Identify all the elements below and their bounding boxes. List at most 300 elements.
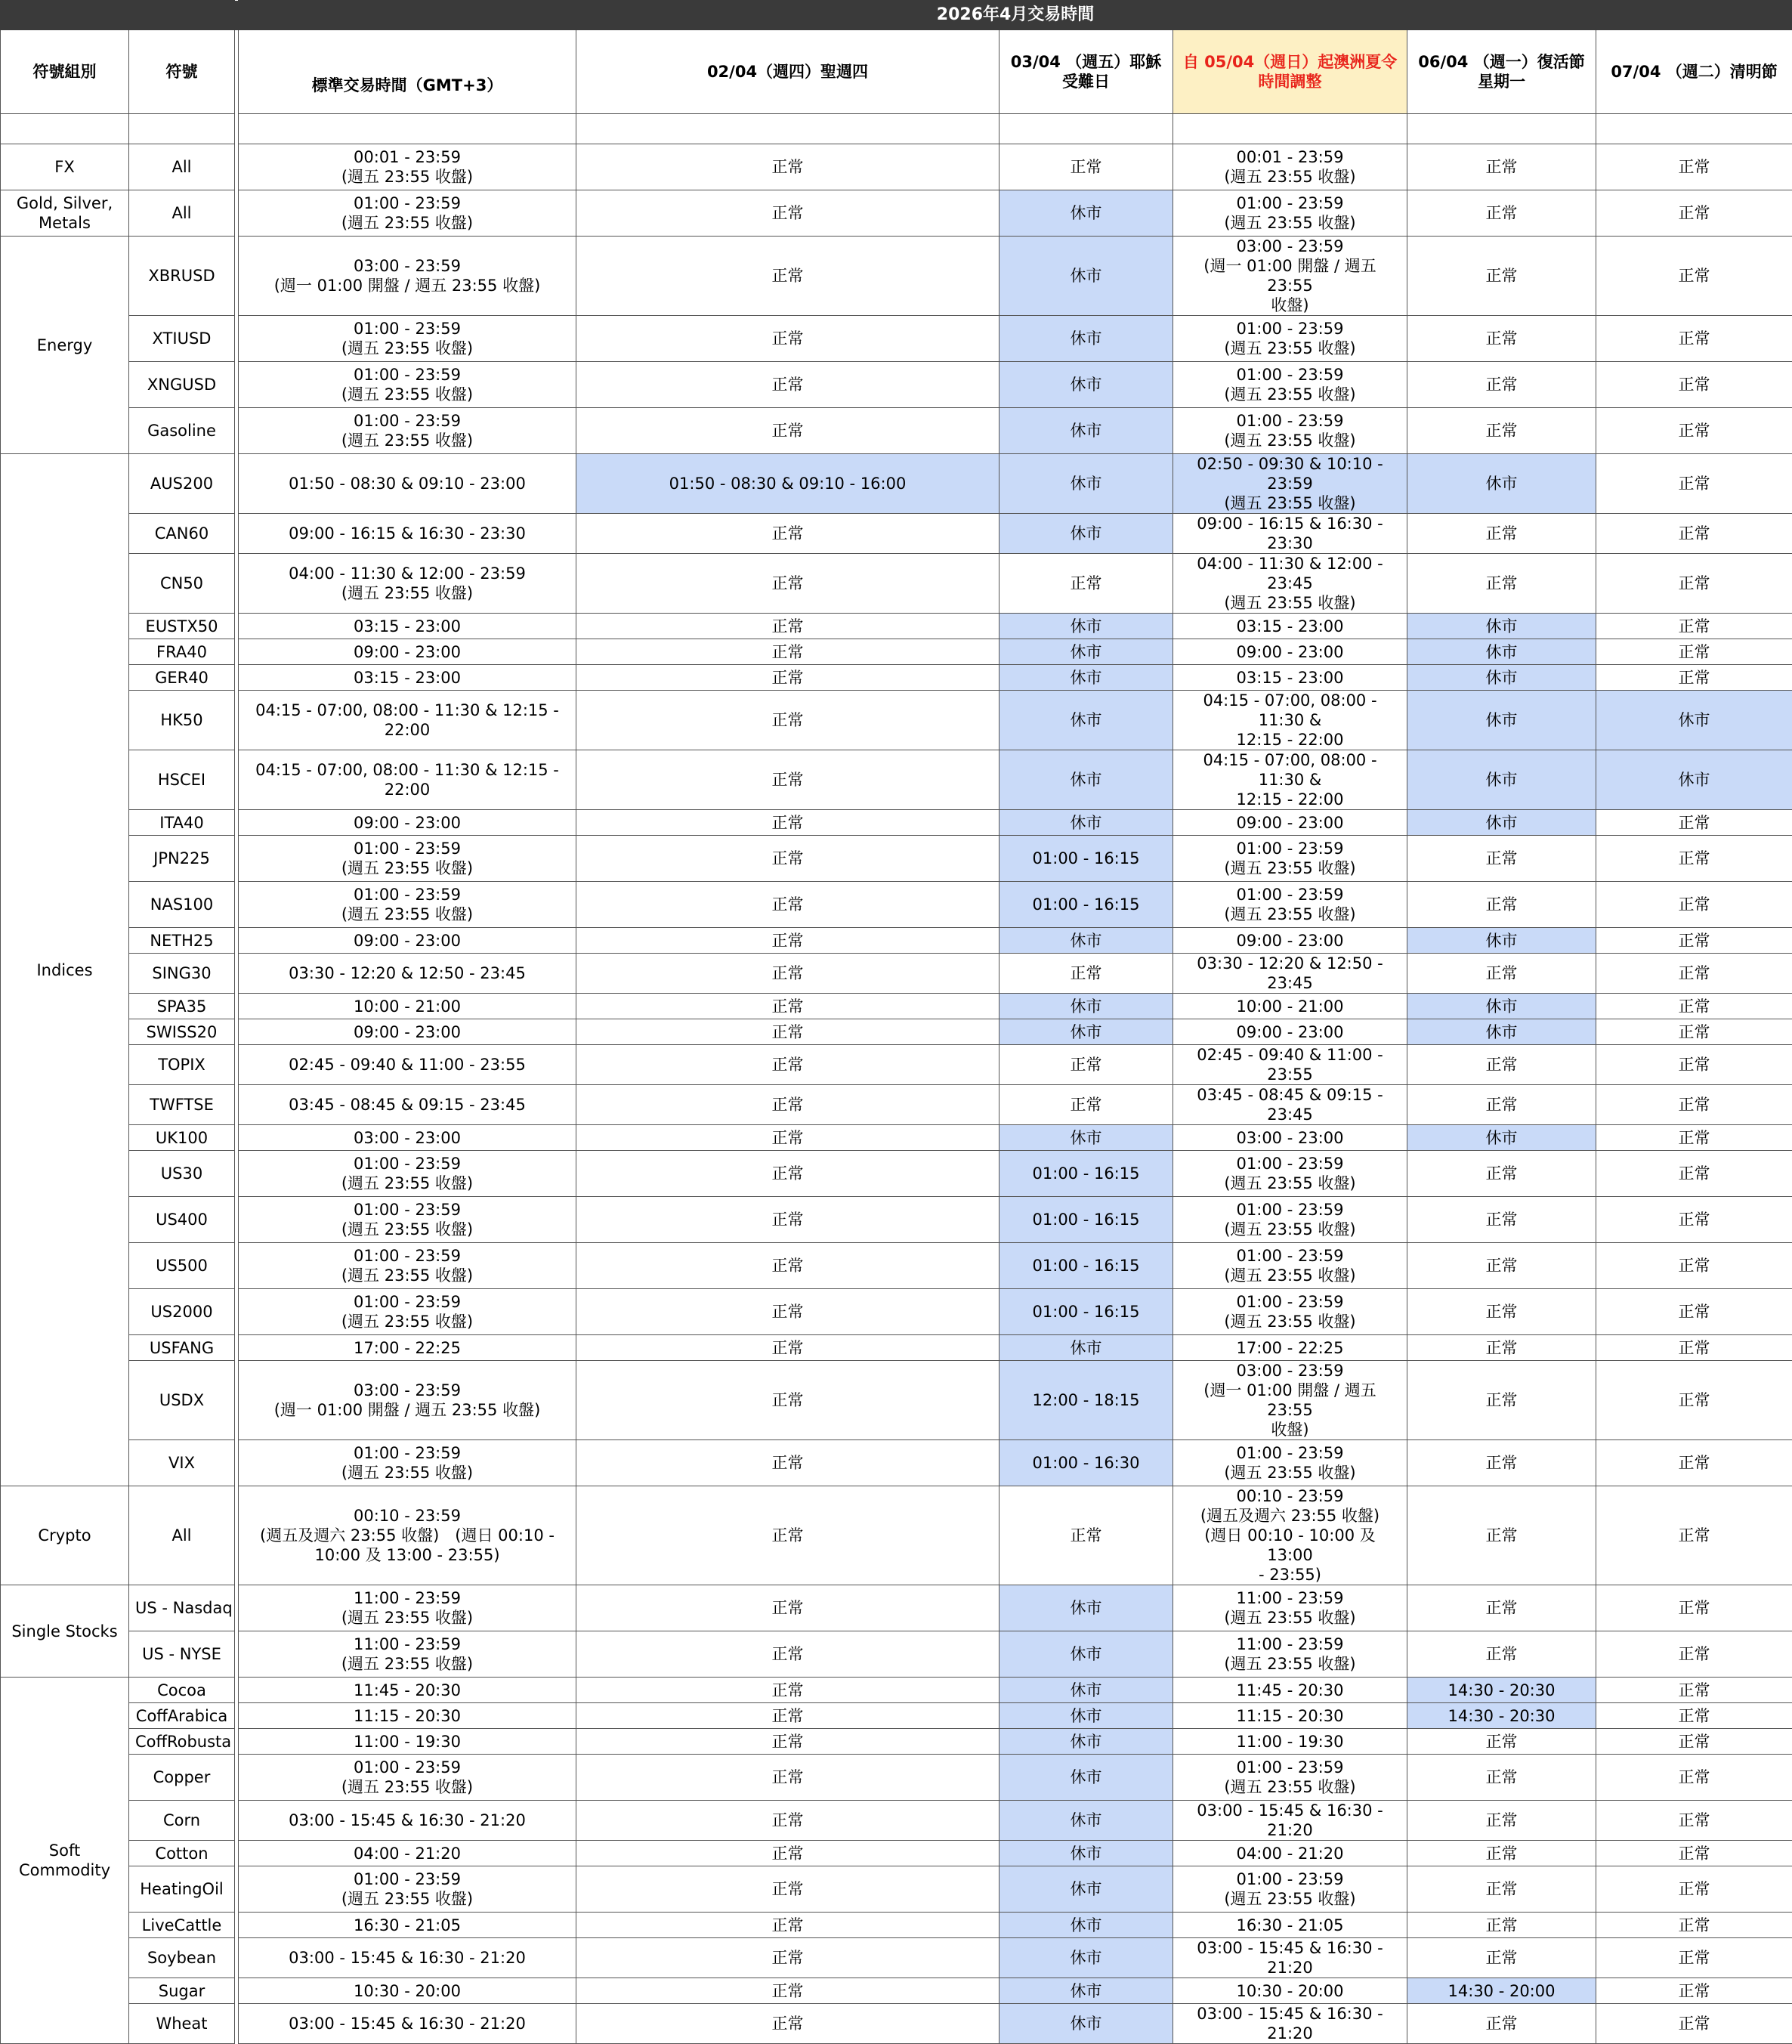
- holy-thursday-cell: 正常: [576, 1631, 1000, 1678]
- good-friday-cell: 休市: [1000, 691, 1173, 750]
- good-friday-cell: 休市: [1000, 665, 1173, 691]
- table-row: [1, 1125, 1792, 1151]
- good-friday-cell: 休市: [1000, 362, 1173, 408]
- easter-monday-cell: 14:30 - 20:30: [1407, 1703, 1596, 1729]
- holy-thursday-cell: 正常: [576, 362, 1000, 408]
- symbol-cell: XBRUSD: [129, 237, 235, 316]
- good-friday-cell: 休市: [1000, 2004, 1173, 2044]
- australia-dst-cell: 09:00 - 23:00: [1173, 639, 1407, 665]
- good-friday-cell: 01:00 - 16:30: [1000, 1440, 1173, 1486]
- standard-hours-cell: 03:00 - 15:45 & 16:30 - 21:20: [239, 1801, 576, 1841]
- easter-monday-cell: 14:30 - 20:00: [1407, 1978, 1596, 2004]
- easter-monday-cell: 正常: [1407, 1045, 1596, 1085]
- qingming-cell: 正常: [1596, 1289, 1792, 1335]
- easter-monday-cell: 休市: [1407, 454, 1596, 514]
- qingming-cell: 正常: [1596, 1755, 1792, 1801]
- standard-hours-cell: 01:00 - 23:59 (週五 23:55 收盤): [239, 1289, 576, 1335]
- standard-hours-cell: 03:00 - 15:45 & 16:30 - 21:20: [239, 1938, 576, 1978]
- easter-monday-cell: 正常: [1407, 190, 1596, 237]
- holy-thursday-cell: 正常: [576, 1703, 1000, 1729]
- holy-thursday-cell: 正常: [576, 1151, 1000, 1197]
- holy-thursday-cell: 正常: [576, 1085, 1000, 1125]
- good-friday-cell: 休市: [1000, 639, 1173, 665]
- australia-dst-cell: 01:00 - 23:59 (週五 23:55 收盤): [1173, 316, 1407, 362]
- symbol-cell: HeatingOil: [129, 1866, 235, 1913]
- symbol-cell: XNGUSD: [129, 362, 235, 408]
- qingming-cell: 正常: [1596, 316, 1792, 362]
- table-row: [1, 1335, 1792, 1361]
- easter-monday-cell: 休市: [1407, 750, 1596, 810]
- qingming-cell: 正常: [1596, 954, 1792, 994]
- standard-hours-cell: 01:00 - 23:59 (週五 23:55 收盤): [239, 1243, 576, 1289]
- symbol-cell: All: [129, 190, 235, 237]
- good-friday-cell: 休市: [1000, 316, 1173, 362]
- holy-thursday-cell: 正常: [576, 1938, 1000, 1978]
- symbol-cell: USDX: [129, 1361, 235, 1440]
- good-friday-cell: 休市: [1000, 1125, 1173, 1151]
- australia-dst-cell: 03:00 - 15:45 & 16:30 - 21:20: [1173, 2004, 1407, 2044]
- symbol-cell: UK100: [129, 1125, 235, 1151]
- table-row: [1, 454, 1792, 514]
- australia-dst-cell: 11:15 - 20:30: [1173, 1703, 1407, 1729]
- easter-monday-cell: 正常: [1407, 362, 1596, 408]
- australia-dst-cell: 01:00 - 23:59 (週五 23:55 收盤): [1173, 408, 1407, 454]
- easter-monday-cell: 休市: [1407, 665, 1596, 691]
- symbol-cell: Soybean: [129, 1938, 235, 1978]
- symbol-group-cell: Indices: [1, 454, 129, 1486]
- holy-thursday-cell: 正常: [576, 1729, 1000, 1755]
- standard-hours-cell: 01:00 - 23:59 (週五 23:55 收盤): [239, 1151, 576, 1197]
- qingming-cell: 正常: [1596, 1585, 1792, 1631]
- symbol-cell: US30: [129, 1151, 235, 1197]
- table-row: [1, 1019, 1792, 1045]
- holy-thursday-cell: 正常: [576, 882, 1000, 928]
- standard-hours-cell: 01:00 - 23:59 (週五 23:55 收盤): [239, 882, 576, 928]
- australia-dst-cell: 01:00 - 23:59 (週五 23:55 收盤): [1173, 1243, 1407, 1289]
- qingming-cell: 正常: [1596, 1841, 1792, 1866]
- holy-thursday-cell: 正常: [576, 614, 1000, 639]
- australia-dst-cell: 01:00 - 23:59 (週五 23:55 收盤): [1173, 1151, 1407, 1197]
- australia-dst-cell: 01:00 - 23:59 (週五 23:55 收盤): [1173, 1866, 1407, 1913]
- holy-thursday-cell: 正常: [576, 954, 1000, 994]
- easter-monday-cell: 正常: [1407, 954, 1596, 994]
- qingming-cell: 正常: [1596, 1678, 1792, 1703]
- holy-thursday-cell: 正常: [576, 1978, 1000, 2004]
- qingming-cell: 正常: [1596, 514, 1792, 554]
- header-spacer-row: [1, 114, 1792, 144]
- standard-hours-cell: 11:00 - 23:59 (週五 23:55 收盤): [239, 1585, 576, 1631]
- qingming-cell: 正常: [1596, 2004, 1792, 2044]
- symbol-cell: CAN60: [129, 514, 235, 554]
- easter-monday-cell: 正常: [1407, 1440, 1596, 1486]
- good-friday-cell: 01:00 - 16:15: [1000, 1197, 1173, 1243]
- symbol-cell: Sugar: [129, 1978, 235, 2004]
- symbol-cell: TWFTSE: [129, 1085, 235, 1125]
- easter-monday-cell: 正常: [1407, 1486, 1596, 1585]
- australia-dst-cell: 16:30 - 21:05: [1173, 1913, 1407, 1938]
- australia-dst-cell: 10:30 - 20:00: [1173, 1978, 1407, 2004]
- symbol-cell: FRA40: [129, 639, 235, 665]
- standard-hours-cell: 03:45 - 08:45 & 09:15 - 23:45: [239, 1085, 576, 1125]
- symbol-cell: Cotton: [129, 1841, 235, 1866]
- qingming-cell: 正常: [1596, 554, 1792, 614]
- australia-dst-cell: 01:00 - 23:59 (週五 23:55 收盤): [1173, 1289, 1407, 1335]
- symbol-group-cell: FX: [1, 144, 129, 190]
- symbol-cell: US2000: [129, 1289, 235, 1335]
- australia-dst-cell: 02:45 - 09:40 & 11:00 - 23:55: [1173, 1045, 1407, 1085]
- good-friday-cell: 休市: [1000, 1913, 1173, 1938]
- header-qingming: 07/04 （週二）清明節: [1596, 30, 1792, 114]
- australia-dst-cell: 03:15 - 23:00: [1173, 665, 1407, 691]
- header-symbol: 符號: [129, 30, 235, 114]
- australia-dst-cell: 03:00 - 15:45 & 16:30 - 21:20: [1173, 1801, 1407, 1841]
- holy-thursday-cell: 正常: [576, 2004, 1000, 2044]
- australia-dst-cell: 01:00 - 23:59 (週五 23:55 收盤): [1173, 190, 1407, 237]
- australia-dst-cell: 04:15 - 07:00, 08:00 - 11:30 & 12:15 - 22:00: [1173, 691, 1407, 750]
- standard-hours-cell: 03:15 - 23:00: [239, 665, 576, 691]
- table-row: [1, 237, 1792, 316]
- table-row: [1, 1085, 1792, 1125]
- standard-hours-cell: 03:00 - 23:59 (週一 01:00 開盤 / 週五 23:55 收盤): [239, 237, 576, 316]
- good-friday-cell: 01:00 - 16:15: [1000, 1151, 1173, 1197]
- easter-monday-cell: 正常: [1407, 1841, 1596, 1866]
- qingming-cell: 正常: [1596, 1045, 1792, 1085]
- symbol-cell: TOPIX: [129, 1045, 235, 1085]
- symbol-cell: EUSTX50: [129, 614, 235, 639]
- symbol-cell: ITA40: [129, 810, 235, 836]
- qingming-cell: 正常: [1596, 1197, 1792, 1243]
- standard-hours-cell: 03:15 - 23:00: [239, 614, 576, 639]
- symbol-cell: JPN225: [129, 836, 235, 882]
- good-friday-cell: 休市: [1000, 237, 1173, 316]
- australia-dst-cell: 04:15 - 07:00, 08:00 - 11:30 & 12:15 - 22:00: [1173, 750, 1407, 810]
- good-friday-cell: 休市: [1000, 1585, 1173, 1631]
- holy-thursday-cell: 正常: [576, 836, 1000, 882]
- table-row: [1, 1978, 1792, 2004]
- easter-monday-cell: 休市: [1407, 1019, 1596, 1045]
- symbol-cell: All: [129, 1486, 235, 1585]
- holy-thursday-cell: 正常: [576, 1289, 1000, 1335]
- holy-thursday-cell: 正常: [576, 514, 1000, 554]
- holy-thursday-cell: 正常: [576, 1755, 1000, 1801]
- symbol-cell: GER40: [129, 665, 235, 691]
- table-row: [1, 514, 1792, 554]
- good-friday-cell: 休市: [1000, 408, 1173, 454]
- good-friday-cell: 01:00 - 16:15: [1000, 1243, 1173, 1289]
- qingming-cell: 正常: [1596, 665, 1792, 691]
- qingming-cell: 正常: [1596, 1801, 1792, 1841]
- table-row: [1, 554, 1792, 614]
- table-row: [1, 614, 1792, 639]
- symbol-cell: Gasoline: [129, 408, 235, 454]
- standard-hours-cell: 09:00 - 23:00: [239, 928, 576, 954]
- easter-monday-cell: 正常: [1407, 1361, 1596, 1440]
- table-row: [1, 1703, 1792, 1729]
- holy-thursday-cell: 正常: [576, 810, 1000, 836]
- standard-hours-cell: 17:00 - 22:25: [239, 1335, 576, 1361]
- easter-monday-cell: 休市: [1407, 994, 1596, 1019]
- good-friday-cell: 休市: [1000, 614, 1173, 639]
- symbol-cell: SPA35: [129, 994, 235, 1019]
- easter-monday-cell: 正常: [1407, 2004, 1596, 2044]
- qingming-cell: 正常: [1596, 1866, 1792, 1913]
- holy-thursday-cell: 正常: [576, 408, 1000, 454]
- holy-thursday-cell: 正常: [576, 190, 1000, 237]
- australia-dst-cell: 11:00 - 23:59 (週五 23:55 收盤): [1173, 1585, 1407, 1631]
- qingming-cell: 正常: [1596, 1631, 1792, 1678]
- good-friday-cell: 休市: [1000, 1755, 1173, 1801]
- symbol-group-cell: Single Stocks: [1, 1585, 129, 1678]
- standard-hours-cell: 11:15 - 20:30: [239, 1703, 576, 1729]
- australia-dst-cell: 09:00 - 23:00: [1173, 928, 1407, 954]
- good-friday-cell: 休市: [1000, 514, 1173, 554]
- good-friday-cell: 正常: [1000, 954, 1173, 994]
- easter-monday-cell: 正常: [1407, 882, 1596, 928]
- easter-monday-cell: 正常: [1407, 1243, 1596, 1289]
- easter-monday-cell: 正常: [1407, 1085, 1596, 1125]
- holy-thursday-cell: 正常: [576, 1019, 1000, 1045]
- table-row: [1, 1866, 1792, 1913]
- standard-hours-cell: 11:45 - 20:30: [239, 1678, 576, 1703]
- easter-monday-cell: 正常: [1407, 1151, 1596, 1197]
- good-friday-cell: 休市: [1000, 1841, 1173, 1866]
- australia-dst-cell: 09:00 - 16:15 & 16:30 - 23:30: [1173, 514, 1407, 554]
- easter-monday-cell: 休市: [1407, 928, 1596, 954]
- standard-hours-cell: 02:45 - 09:40 & 11:00 - 23:55: [239, 1045, 576, 1085]
- easter-monday-cell: 休市: [1407, 639, 1596, 665]
- australia-dst-cell: 01:00 - 23:59 (週五 23:55 收盤): [1173, 1197, 1407, 1243]
- holy-thursday-cell: 正常: [576, 665, 1000, 691]
- good-friday-cell: 休市: [1000, 1335, 1173, 1361]
- standard-hours-cell: 09:00 - 23:00: [239, 810, 576, 836]
- table-row: [1, 639, 1792, 665]
- standard-hours-cell: 11:00 - 19:30: [239, 1729, 576, 1755]
- qingming-cell: 休市: [1596, 691, 1792, 750]
- standard-hours-cell: 01:00 - 23:59 (週五 23:55 收盤): [239, 362, 576, 408]
- table-row: [1, 665, 1792, 691]
- qingming-cell: 正常: [1596, 1361, 1792, 1440]
- symbol-cell: Copper: [129, 1755, 235, 1801]
- qingming-cell: 正常: [1596, 1703, 1792, 1729]
- easter-monday-cell: 正常: [1407, 554, 1596, 614]
- holy-thursday-cell: 正常: [576, 1361, 1000, 1440]
- qingming-cell: 正常: [1596, 454, 1792, 514]
- qingming-cell: 正常: [1596, 408, 1792, 454]
- australia-dst-cell: 00:01 - 23:59 (週五 23:55 收盤): [1173, 144, 1407, 190]
- standard-hours-cell: 01:00 - 23:59 (週五 23:55 收盤): [239, 316, 576, 362]
- standard-hours-cell: 01:00 - 23:59 (週五 23:55 收盤): [239, 836, 576, 882]
- good-friday-cell: 休市: [1000, 1019, 1173, 1045]
- easter-monday-cell: 正常: [1407, 1755, 1596, 1801]
- symbol-cell: SWISS20: [129, 1019, 235, 1045]
- spacer-cell: [129, 114, 235, 144]
- good-friday-cell: 01:00 - 16:15: [1000, 836, 1173, 882]
- table-row: [1, 190, 1792, 237]
- header-row: [1, 30, 1792, 114]
- easter-monday-cell: 休市: [1407, 810, 1596, 836]
- australia-dst-cell: 11:00 - 19:30: [1173, 1729, 1407, 1755]
- australia-dst-cell: 00:10 - 23:59 (週五及週六 23:55 收盤) (週日 00:10 - 10:00 及 13:00 - 23:55): [1173, 1486, 1407, 1585]
- easter-monday-cell: 正常: [1407, 1801, 1596, 1841]
- qingming-cell: 正常: [1596, 1440, 1792, 1486]
- holy-thursday-cell: 正常: [576, 1486, 1000, 1585]
- easter-monday-cell: 休市: [1407, 614, 1596, 639]
- symbol-group-cell: Soft Commodity: [1, 1678, 129, 2044]
- spacer-cell: [1000, 114, 1173, 144]
- standard-hours-cell: 04:00 - 11:30 & 12:00 - 23:59 (週五 23:55 收盤): [239, 554, 576, 614]
- qingming-cell: 正常: [1596, 614, 1792, 639]
- spacer-cell: [1407, 114, 1596, 144]
- table-row: [1, 750, 1792, 810]
- good-friday-cell: 休市: [1000, 810, 1173, 836]
- qingming-cell: 正常: [1596, 994, 1792, 1019]
- symbol-cell: US - NYSE: [129, 1631, 235, 1678]
- australia-dst-cell: 03:00 - 15:45 & 16:30 - 21:20: [1173, 1938, 1407, 1978]
- standard-hours-cell: 04:15 - 07:00, 08:00 - 11:30 & 12:15 - 22:00: [239, 750, 576, 810]
- table-row: [1, 1045, 1792, 1085]
- qingming-cell: 正常: [1596, 1978, 1792, 2004]
- standard-hours-cell: 01:00 - 23:59 (週五 23:55 收盤): [239, 408, 576, 454]
- holy-thursday-cell: 正常: [576, 1585, 1000, 1631]
- qingming-cell: 正常: [1596, 1125, 1792, 1151]
- table-row: [1, 1243, 1792, 1289]
- symbol-cell: US400: [129, 1197, 235, 1243]
- qingming-cell: 正常: [1596, 144, 1792, 190]
- good-friday-cell: 休市: [1000, 1729, 1173, 1755]
- easter-monday-cell: 正常: [1407, 1585, 1596, 1631]
- easter-monday-cell: 休市: [1407, 691, 1596, 750]
- table-row: [1, 2004, 1792, 2044]
- easter-monday-cell: 正常: [1407, 1289, 1596, 1335]
- table-row: [1, 994, 1792, 1019]
- table-row: [1, 1755, 1792, 1801]
- symbol-cell: AUS200: [129, 454, 235, 514]
- holy-thursday-cell: 正常: [576, 554, 1000, 614]
- header-australia-dst: 自 05/04（週日）起澳洲夏令時間調整: [1173, 30, 1407, 114]
- standard-hours-cell: 09:00 - 16:15 & 16:30 - 23:30: [239, 514, 576, 554]
- table-row: [1, 1440, 1792, 1486]
- easter-monday-cell: 正常: [1407, 1631, 1596, 1678]
- australia-dst-cell: 01:00 - 23:59 (週五 23:55 收盤): [1173, 1440, 1407, 1486]
- easter-monday-cell: 正常: [1407, 1335, 1596, 1361]
- table-row: [1, 1841, 1792, 1866]
- table-row: [1, 1729, 1792, 1755]
- australia-dst-cell: 09:00 - 23:00: [1173, 1019, 1407, 1045]
- symbol-cell: NAS100: [129, 882, 235, 928]
- standard-hours-cell: 09:00 - 23:00: [239, 639, 576, 665]
- good-friday-cell: 正常: [1000, 144, 1173, 190]
- header-symbol-group: 符號組別: [1, 30, 129, 114]
- symbol-cell: Wheat: [129, 2004, 235, 2044]
- table-row: [1, 1913, 1792, 1938]
- australia-dst-cell: 03:00 - 23:59 (週一 01:00 開盤 / 週五 23:55 收盤): [1173, 1361, 1407, 1440]
- table-row: [1, 362, 1792, 408]
- easter-monday-cell: 正常: [1407, 1938, 1596, 1978]
- symbol-group-cell: Energy: [1, 237, 129, 454]
- title-blank-cell: [1, 1, 235, 30]
- table-row: [1, 1631, 1792, 1678]
- symbol-cell: USFANG: [129, 1335, 235, 1361]
- symbol-cell: Cocoa: [129, 1678, 235, 1703]
- table-row: [1, 1486, 1792, 1585]
- spacer-cell: [1173, 114, 1407, 144]
- table-row: [1, 691, 1792, 750]
- good-friday-cell: 休市: [1000, 1938, 1173, 1978]
- symbol-cell: XTIUSD: [129, 316, 235, 362]
- table-row: [1, 1197, 1792, 1243]
- table-row: [1, 316, 1792, 362]
- australia-dst-cell: 01:00 - 23:59 (週五 23:55 收盤): [1173, 362, 1407, 408]
- table-row: [1, 836, 1792, 882]
- standard-hours-cell: 11:00 - 23:59 (週五 23:55 收盤): [239, 1631, 576, 1678]
- table-row: [1, 928, 1792, 954]
- symbol-group-cell: Crypto: [1, 1486, 129, 1585]
- australia-dst-cell: 01:00 - 23:59 (週五 23:55 收盤): [1173, 836, 1407, 882]
- spacer-cell: [576, 114, 1000, 144]
- table-row: [1, 1585, 1792, 1631]
- holy-thursday-cell: 正常: [576, 1678, 1000, 1703]
- holy-thursday-cell: 01:50 - 08:30 & 09:10 - 16:00: [576, 454, 1000, 514]
- standard-hours-cell: 03:00 - 23:00: [239, 1125, 576, 1151]
- good-friday-cell: 正常: [1000, 1045, 1173, 1085]
- good-friday-cell: 01:00 - 16:15: [1000, 882, 1173, 928]
- table-row: [1, 408, 1792, 454]
- easter-monday-cell: 正常: [1407, 836, 1596, 882]
- easter-monday-cell: 休市: [1407, 1125, 1596, 1151]
- australia-dst-cell: 02:50 - 09:30 & 10:10 - 23:59 (週五 23:55 收盤): [1173, 454, 1407, 514]
- symbol-cell: US500: [129, 1243, 235, 1289]
- good-friday-cell: 01:00 - 16:15: [1000, 1289, 1173, 1335]
- standard-hours-cell: 09:00 - 23:00: [239, 1019, 576, 1045]
- good-friday-cell: 休市: [1000, 750, 1173, 810]
- holy-thursday-cell: 正常: [576, 1440, 1000, 1486]
- australia-dst-cell: 03:00 - 23:00: [1173, 1125, 1407, 1151]
- symbol-cell: SING30: [129, 954, 235, 994]
- holy-thursday-cell: 正常: [576, 1243, 1000, 1289]
- holy-thursday-cell: 正常: [576, 1801, 1000, 1841]
- australia-dst-cell: 01:00 - 23:59 (週五 23:55 收盤): [1173, 882, 1407, 928]
- good-friday-cell: 正常: [1000, 1486, 1173, 1585]
- standard-hours-cell: 01:00 - 23:59 (週五 23:55 收盤): [239, 1440, 576, 1486]
- table-row: [1, 1938, 1792, 1978]
- good-friday-cell: 休市: [1000, 454, 1173, 514]
- symbol-cell: US - Nasdaq: [129, 1585, 235, 1631]
- symbol-cell: LiveCattle: [129, 1913, 235, 1938]
- australia-dst-cell: 01:00 - 23:59 (週五 23:55 收盤): [1173, 1755, 1407, 1801]
- australia-dst-cell: 03:15 - 23:00: [1173, 614, 1407, 639]
- australia-dst-cell: 11:00 - 23:59 (週五 23:55 收盤): [1173, 1631, 1407, 1678]
- qingming-cell: 正常: [1596, 1085, 1792, 1125]
- qingming-cell: 正常: [1596, 1151, 1792, 1197]
- holy-thursday-cell: 正常: [576, 639, 1000, 665]
- australia-dst-cell: 10:00 - 21:00: [1173, 994, 1407, 1019]
- qingming-cell: 正常: [1596, 362, 1792, 408]
- holy-thursday-cell: 正常: [576, 691, 1000, 750]
- standard-hours-cell: 03:00 - 15:45 & 16:30 - 21:20: [239, 2004, 576, 2044]
- symbol-group-cell: Gold, Silver, Metals: [1, 190, 129, 237]
- symbol-cell: VIX: [129, 1440, 235, 1486]
- easter-monday-cell: 正常: [1407, 1729, 1596, 1755]
- symbol-cell: All: [129, 144, 235, 190]
- standard-hours-cell: 10:00 - 21:00: [239, 994, 576, 1019]
- table-row: [1, 882, 1792, 928]
- header-good-friday: 03/04 （週五）耶穌受難日: [1000, 30, 1173, 114]
- good-friday-cell: 休市: [1000, 1678, 1173, 1703]
- qingming-cell: 正常: [1596, 928, 1792, 954]
- qingming-cell: 正常: [1596, 1019, 1792, 1045]
- good-friday-cell: 休市: [1000, 1801, 1173, 1841]
- good-friday-cell: 休市: [1000, 190, 1173, 237]
